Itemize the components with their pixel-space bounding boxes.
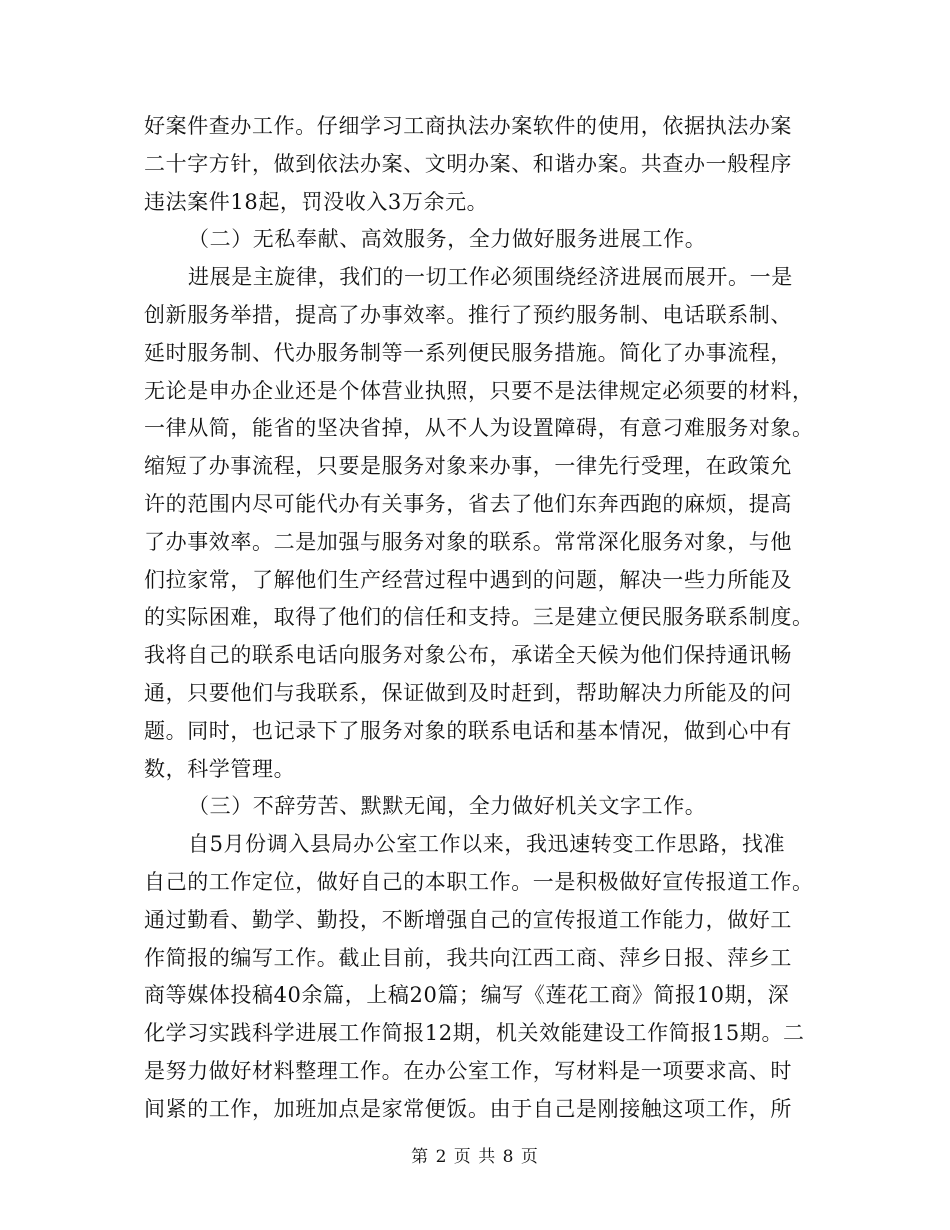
text-line: 通，只要他们与我联系，保证做到及时赶到，帮助解决力所能及的问 [144,680,792,705]
text-line: 二十字方针，做到依法办案、文明办案、和谐办案。共查办一般程序 [144,151,792,176]
text-line: 许的范围内尽可能代办有关事务，省去了他们东奔西跑的麻烦，提高 [144,491,792,516]
text-line: 好案件查办工作。仔细学习工商执法办案软件的使用，依据执法办案 [144,114,792,138]
section-heading: （三）不辞劳苦、默默无闻，全力做好机关文字工作。 [188,794,707,819]
text-line: 们拉家常，了解他们生产经营过程中遇到的问题，解决一些力所能及 [144,567,792,592]
text-line: 我将自己的联系电话向服务对象公布，承诺全天候为他们保持通讯畅 [144,643,792,668]
page-number-footer: 第 2 页 共 8 页 [411,1147,539,1167]
text-line: 缩短了办事流程，只要是服务对象来办事，一律先行受理，在政策允 [144,454,792,479]
text-line: 一律从简，能省的坚决省掉，从不人为设置障碍，有意刁难服务对象。 [144,416,814,441]
text-line: 自己的工作定位，做好自己的本职工作。一是积极做好宣传报道工作。 [144,869,814,894]
text-line: 数，科学管理。 [144,756,296,781]
section-heading: （二）无私奉献、高效服务，全力做好服务进展工作。 [188,227,707,252]
text-line: 违法案件18起，罚没收入3万余元。 [144,189,489,214]
text-line: 自5月份调入县局办公室工作以来，我迅速转变工作思路，找准 [188,832,786,857]
text-line: 化学习实践科学进展工作简报12期，机关效能建设工作简报15期。二 [144,1021,805,1046]
text-line: 的实际困难，取得了他们的信任和支持。三是建立便民服务联系制度。 [144,605,814,630]
text-line: 了办事效率。二是加强与服务对象的联系。常常深化服务对象，与他 [144,529,792,554]
text-line: 创新服务举措，提高了办事效率。推行了预约服务制、电话联系制、 [144,302,792,327]
text-line: 延时服务制、代办服务制等一系列便民服务措施。简化了办事流程， [144,340,792,365]
text-line: 是努力做好材料整理工作。在办公室工作，写材料是一项要求高、时 [144,1058,792,1083]
text-line: 进展是主旋律，我们的一切工作必须围绕经济进展而展开。一是 [188,265,793,290]
text-line: 间紧的工作，加班加点是家常便饭。由于自己是刚接触这项工作，所 [144,1096,792,1121]
text-line: 作简报的编写工作。截止目前，我共向江西工商、萍乡日报、萍乡工 [144,945,792,970]
text-line: 无论是申办企业还是个体营业执照，只要不是法律规定必须要的材料， [144,378,814,403]
text-line: 商等媒体投稿40余篇，上稿20篇；编写《莲花工商》简报10期，深 [144,983,790,1008]
document-body [144,108,814,1129]
text-line: 题。同时，也记录下了服务对象的联系电话和基本情况，做到心中有 [144,718,792,743]
text-line: 通过勤看、勤学、勤投，不断增强自己的宣传报道工作能力，做好工 [144,907,792,932]
